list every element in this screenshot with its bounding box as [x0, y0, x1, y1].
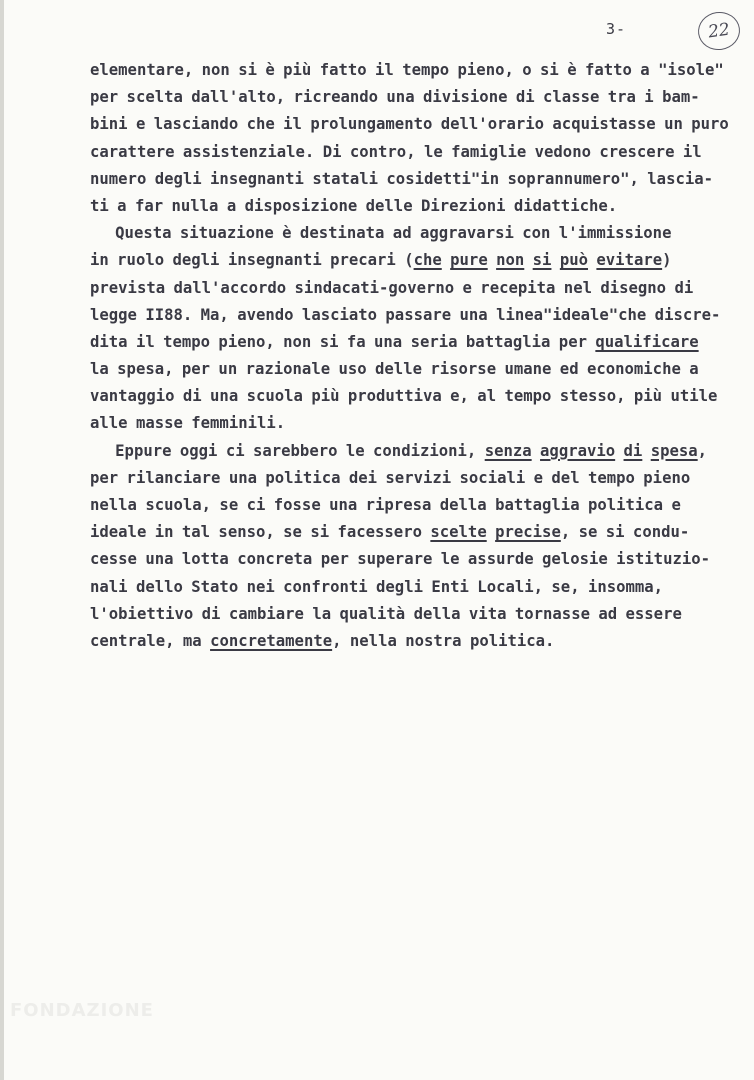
text-line [90, 574, 730, 601]
underlined-text: senza [484, 441, 532, 460]
text-run: legge II88. Ma, avendo lasciato passare una linea"ideale"che discre- [90, 305, 721, 324]
text-run: alle masse femminili. [90, 414, 286, 433]
underlined-text: di [623, 441, 643, 460]
underlined-text: può [559, 251, 589, 270]
text-run: Questa situazione è destinata ad aggravarsi con l'immissione [90, 224, 672, 243]
underlined-text: precise [495, 523, 561, 542]
text-run: numero degli insegnanti statali cosidetti"in soprannumero", lascia- [90, 169, 714, 188]
text-run: bini e lasciando che il prolungamento dell'orario acquistasse un puro [90, 115, 729, 134]
text-line [90, 329, 730, 356]
text-run: Eppure oggi ci sarebbero le condizioni, [90, 441, 485, 460]
underlined-text: aggravio [540, 441, 616, 460]
underlined-text: evitare [596, 251, 663, 270]
text-run [487, 523, 495, 541]
text-run [642, 442, 650, 460]
text-run: ti a far nulla a disposizione delle Direzioni didattiche. [90, 196, 618, 215]
typewritten-text-block [90, 57, 730, 655]
text-run: ideale in tal senso, se si facessero [90, 523, 431, 542]
underlined-text: spesa [650, 441, 698, 460]
text-line [90, 247, 730, 274]
page-number: 3- [606, 20, 627, 38]
text-run: cesse una lotta concreta per superare le assurde gelosie istituzio- [90, 550, 711, 569]
text-run: , nella nostra politica. [332, 631, 555, 650]
text-line [90, 383, 730, 410]
text-line [90, 220, 730, 247]
text-line [90, 139, 730, 166]
text-run: , se si condu- [560, 523, 690, 542]
text-run [488, 251, 496, 269]
text-line [90, 166, 730, 193]
text-run [532, 442, 540, 460]
underlined-text: scelte [430, 523, 487, 542]
text-run: , [697, 441, 708, 460]
text-run: ) [662, 251, 672, 270]
text-run [442, 251, 450, 269]
text-line [90, 302, 730, 329]
text-run: elementare, non si è più fatto il tempo pieno, o si è fatto a "isole" [90, 61, 724, 79]
text-line [90, 275, 730, 302]
underlined-text: concretamente [210, 631, 333, 650]
text-line [90, 492, 730, 519]
text-run: carattere assistenziale. Di contro, le famiglie vedono crescere il [90, 142, 702, 161]
text-run: dita il tempo pieno, non si fa una seria battaglia per [90, 332, 596, 351]
text-run: in ruolo degli insegnanti precari ( [90, 251, 414, 270]
text-run: per rilanciare una politica dei servizi sociali e del tempo pieno [90, 468, 691, 487]
text-line [90, 519, 730, 546]
text-line [90, 84, 730, 111]
text-line [90, 57, 730, 84]
underlined-text: qualificare [595, 332, 699, 351]
text-run: nella scuola, se ci fosse una ripresa della battaglia politica e [90, 496, 681, 514]
text-line [90, 465, 730, 492]
text-run: la spesa, per un razionale uso delle risorse umane ed economiche a [90, 360, 699, 379]
text-run [524, 251, 532, 269]
text-run [551, 251, 559, 269]
text-run: vantaggio di una scuola più produttiva e, al tempo stesso, più utile [90, 387, 718, 406]
text-run: per scelta dall'alto, ricreando una divisione di classe tra i bam- [90, 88, 700, 107]
text-run: nali dello Stato nei confronti degli Enti Locali, se, insomma, [90, 577, 664, 596]
text-line [90, 111, 730, 138]
text-line [90, 438, 730, 465]
archive-watermark: FONDAZIONE [10, 1000, 154, 1021]
text-line [90, 601, 730, 628]
underlined-text: che [413, 251, 442, 270]
text-line [90, 410, 730, 437]
text-run: prevista dall'accordo sindacati-governo e recepita nel disegno di [90, 278, 694, 297]
text-line [90, 546, 730, 573]
text-run: centrale, ma [90, 631, 211, 650]
underlined-text: pure [450, 251, 488, 270]
underlined-text: non [496, 251, 525, 270]
text-line [90, 628, 730, 655]
text-line [90, 193, 730, 220]
handwritten-folio-number: 22 [696, 9, 743, 52]
text-run: l'obiettivo di cambiare la qualità della vita tornasse ad essere [90, 604, 682, 623]
text-line [90, 356, 730, 383]
text-run [615, 442, 623, 460]
underlined-text: si [532, 251, 552, 270]
